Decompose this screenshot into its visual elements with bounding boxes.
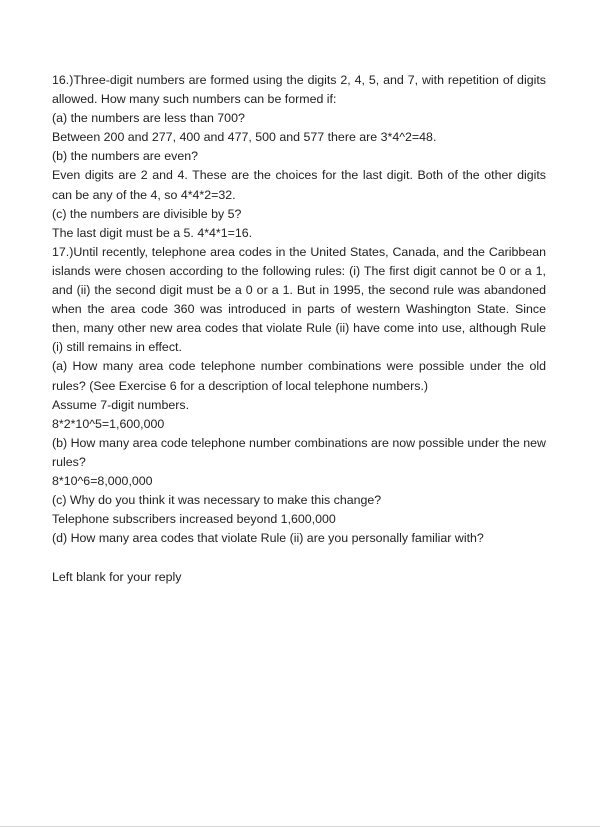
spacer [52,548,546,568]
question-16c: (c) the numbers are divisible by 5? [52,206,242,221]
question-17d: (d) How many area codes that violate Rule (ii) are you personally familiar with? [52,531,484,546]
answer-17d: Left blank for your reply [52,570,182,585]
question-17b: (b) How many area code telephone number combinations are now possible under the new rules? [52,435,546,469]
question-16: 16.)Three-digit numbers are formed using the digits 2, 4, 5, and 7, with repetition of digits allowed. How many such numbers can be formed if: [52,73,546,107]
question-17a: (a) How many area code telephone number combinations were possible under the old rules? (See Exercise 6 for a description of local telephone numbers.) [52,359,546,393]
question-16a: (a) the numbers are less than 700? [52,111,245,126]
answer-17a-result: 8*2*10^5=1,600,000 [52,416,165,431]
answer-17c: Telephone subscribers increased beyond 1,600,000 [52,512,336,527]
answer-17b: 8*10^6=8,000,000 [52,473,153,488]
question-17c: (c) Why do you think it was necessary to make this change? [52,493,382,508]
question-17: 17.)Until recently, telephone area codes in the United States, Canada, and the Caribbean islands were chosen according to the following rules: (i) The first digit cannot be 0 or a 1, and (ii) the second digit must be a 0 or a 1. But in 1995, the second rule was abandoned when the area code 360 was introduced in parts of western Washington State. Since then, many other new area codes that violate Rule (ii) have come into use, although Rule (i) still remains in effect. [52,244,546,355]
answer-17a-assumption: Assume 7-digit numbers. [52,397,190,412]
question-16b: (b) the numbers are even? [52,149,199,164]
answer-16b: Even digits are 2 and 4. These are the choices for the last digit. Both of the other digits can be any of the 4, so 4*4*2=32. [52,168,546,202]
document-body [52,71,546,587]
answer-16a: Between 200 and 277, 400 and 477, 500 and 577 there are 3*4^2=48. [52,130,437,145]
answer-16c: The last digit must be a 5. 4*4*1=16. [52,225,253,240]
